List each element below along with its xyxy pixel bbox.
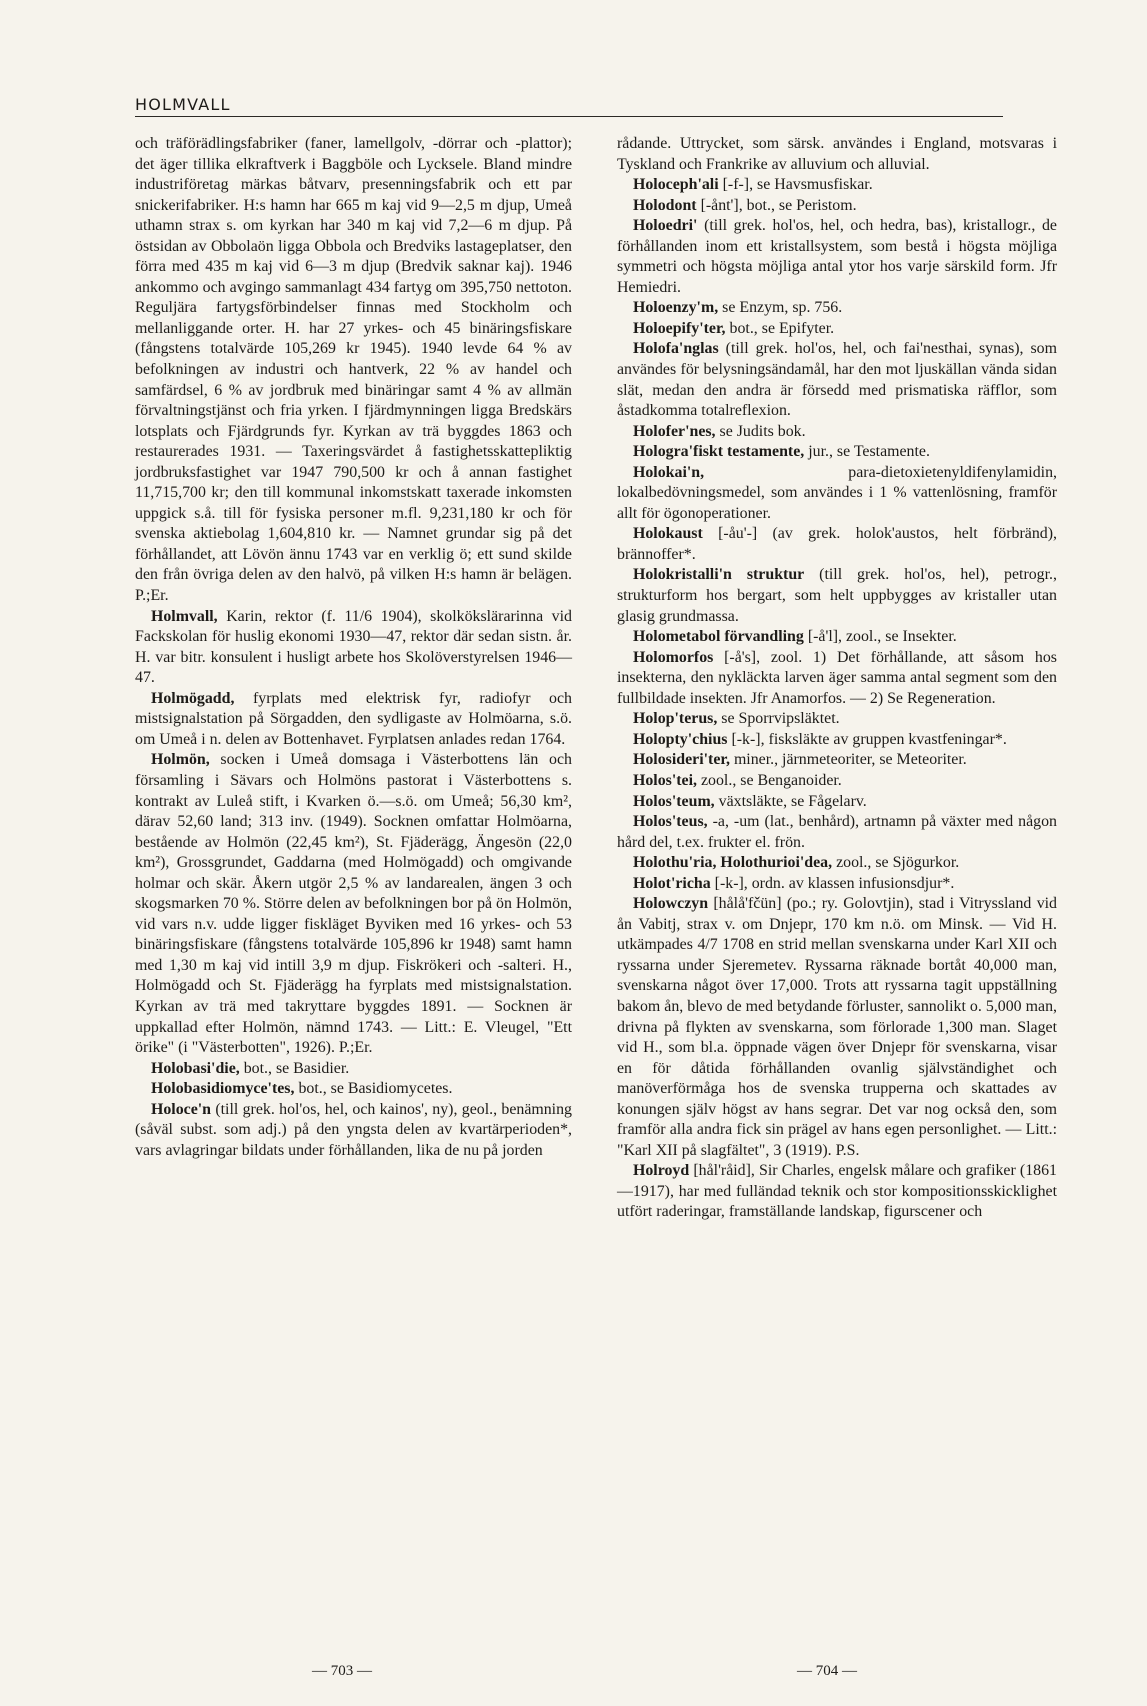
entry-headword: Holomorfos	[633, 648, 714, 666]
entry	[617, 894, 1057, 1161]
entry	[617, 216, 1057, 298]
page-number-right: — 704 —	[797, 1663, 857, 1679]
entry-headword: Holokristalli'n struktur	[633, 566, 805, 584]
left-column	[135, 134, 572, 1161]
right-column	[617, 134, 1057, 1223]
entry-text: bot., se Basidier.	[243, 1059, 350, 1077]
entry-text: [-å's], zool. 1) Det förhållande, att såsom hos insekterna, den nykläckta larven äger samma antal segment som den fullbildade insekten. Jfr Anamorfos. — 2) Se Regeneration.	[617, 648, 1057, 707]
entry	[617, 524, 1057, 565]
entry	[617, 175, 1057, 196]
entry-text: Karin, rektor (f. 11/6 1904), skolkökslärarinna vid Fackskolan för huslig ekonomi 1930—47, rektor där sedan sistn. år. H. var bitr. konsulent i husligt arbete hos Skolöverstyrelsen 1946—47.	[135, 607, 572, 687]
entry	[617, 750, 1057, 771]
entry	[617, 730, 1057, 751]
entry-text: (till grek. hol'os, hel, och fai'nesthai, synas), som användes för belysningsändamål, har den mot ljuskällan vända sidan slät, medan den andra är försedd med prismatiska räfflor, som åstadkomma totalreflexion.	[617, 340, 1057, 420]
entry	[617, 771, 1057, 792]
entry-text: zool., se Sjögurkor.	[836, 854, 960, 872]
entry	[617, 196, 1057, 217]
entry	[617, 627, 1057, 648]
entry	[617, 792, 1057, 813]
entry	[617, 1161, 1057, 1223]
entry-headword: Holofer'nes,	[633, 422, 716, 440]
entry	[617, 812, 1057, 853]
entry-headword: Holroyd	[633, 1162, 690, 1180]
entry-headword: Holoepify'ter,	[633, 319, 726, 337]
entry-text: bot., se Epifyter.	[729, 319, 835, 337]
entry	[617, 339, 1057, 421]
entry	[617, 648, 1057, 710]
entry	[617, 319, 1057, 340]
entry-headword: Holobasi'die,	[151, 1059, 240, 1077]
entry-headword: Holot'richa	[633, 874, 711, 892]
entry-headword: Holmön,	[151, 751, 210, 769]
entry-headword: Holobasidiomyce'tes,	[151, 1080, 295, 1098]
entry	[617, 565, 1057, 627]
entry-headword: Holowczyn	[633, 895, 709, 913]
entry	[135, 1059, 572, 1080]
page-header	[135, 95, 1003, 117]
entry	[617, 709, 1057, 730]
entry-headword: Holokaust	[633, 525, 703, 543]
entry	[135, 689, 572, 751]
entry-text: och träförädlingsfabriker (faner, lamellgolv, -dörrar och -plattor); det äger tillika elkraftverk i Baggböle och Lycksele. Bland mindre industriföretag märkas båtvarv, presenningsfabrik och ett par snickerifabriker. H:s hamn har 665 m kaj vid 9—2,5 m djup, Umeå uthamn strax s. om kyrkan har 340 m kaj vid 7,2—6 m djup. På östsidan av Obbolaön ligga Obbola och Bredviks lastageplatser, den förra med 435 m kaj vid 6—3 m djup (Bredvik saknar kaj). 1946 ankommo och avgingo sammanlagt 434 fartyg om 395,750 nettoton. Reguljära fartygsförbindelser finnas med Stockholm och mellanliggande orter. H. har 27 yrkes- och 45 binäringsfiskare (fångstens totalvärde 105,269 kr 1945). 1940 levde 64 % av befolkningen av industri och hantverk, 22 % av handel och samfärdsel, 6 % av jordbruk med binäringar samt 4 % av allmän förvaltningstjänst och fria yrken. I fjärdmynningen ligga Bredskärs lotsplats och Fjärdgrunds fyr. Kyrkan av trä byggdes 1863 och restaurerades 1931. — Taxeringsvärdet å fastighetsskattepliktig jordbruksfastighet var 1947 790,500 kr och å annan fastighet 11,715,700 kr; den till kommunal inkomstskatt taxerade inkomsten uppgick s.å. till för fysiska personer m.fl. 9,231,180 kr och för svenska aktiebolag 1,604,810 kr. — Namnet grundar sig på det förhållandet, att Lövön ännu 1743 var en verklig ö; ett sund skilde den från övriga delen av den halvö, på vilken H:s hamn är belägen. P.;Er.	[135, 135, 572, 605]
entry-text: [hålå'fčün] (po.; ry. Golovtjin), stad i Vitryssland vid ån Vabitj, strax v. om Dnjepr, 170 km n.ö. om Minsk. — Vid H. utkämpades 4/7 1708 en strid mellan svenskarna under Karl XII och ryssarna under Sjeremetev. Ryssarna räknade bortåt 40,000 man, svenskarna något över 17,000. Trots att ryssarna tagit uppställning bakom ån, blevo de med betydande förluster, sannolikt o. 5,000 man, drivna på flykten av svenskarna, som förlorade 1,300 man. Slaget vid H., som bl.a. öppnade vägen över Dnjepr för svenskarna, visar en för dåtida förhållanden ovanlig självständighet och manöverförmåga hos de svenska trupperna och skattades av konungen själv högst av hans segrar. Det var nog också den, som framför alla andra fick sin prägel av hans egen personlighet. — Litt.: "Karl XII på slagfältet", 3 (1919). P.S.	[617, 895, 1057, 1159]
entry-text: (till grek. hol'os, hel, och hedra, bas), kristallogr., de förhållanden inom ett kristallsystem, som bestå i högsta möjliga symmetri och högsta möjliga antal ytor hos varje särskild form. Jfr Hemiedri.	[617, 217, 1057, 296]
entry-text: [-k-], ordn. av klassen infusionsdjur*.	[714, 874, 955, 892]
entry-text: [-å'l], zool., se Insekter.	[807, 628, 957, 646]
entry	[617, 442, 1057, 463]
entry-text: fyrplats med elektrisk fyr, radiofyr och mistsignalstation på Sörgadden, den sydligaste av Holmöarna, s.ö. om Umeå i n. delen av Bottenhavet. Fyrplatsen anlades redan 1764.	[135, 689, 572, 748]
entry-text: [-åu'-] (av grek. holok'austos, helt förbränd), brännoffer*.	[617, 525, 1057, 563]
entry-headword: Holoenzy'm,	[633, 299, 719, 317]
entry	[617, 134, 1057, 175]
entry-headword: Holoce'n	[151, 1100, 212, 1118]
entry-headword: Holos'teus,	[633, 813, 708, 831]
entry-text: miner., järnmeteoriter, se Meteoriter.	[733, 751, 967, 769]
entry-headword: Holofa'nglas	[633, 340, 719, 358]
entry-headword: Holokai'n,	[633, 463, 705, 481]
entry-headword: Holmvall,	[151, 607, 218, 625]
entry-headword: Holop'terus,	[633, 710, 718, 728]
entry-text: se Sporrvipsläktet.	[721, 710, 840, 728]
entry-text: se Judits bok.	[719, 422, 806, 440]
entry	[617, 298, 1057, 319]
entry	[135, 134, 572, 607]
entry-headword: Holoceph'ali	[633, 176, 719, 194]
entry-text: [-k-], fisksläkte av gruppen kvastfeningar*.	[731, 730, 1007, 748]
entry-headword: Holos'tei,	[633, 771, 697, 789]
entry	[617, 874, 1057, 895]
entry-text: para-dietoxietenyldifenylamidin, lokalbedövningsmedel, som användes i 1 % vattenlösning, framför allt för ögonoperationer.	[617, 463, 1057, 522]
page-number-left: — 703 —	[312, 1663, 372, 1679]
entry-text: (till grek. hol'os, hel, och kainos', ny), geol., benämning (såväl subst. som adj.) på den yngsta delen av kvartärperioden*, vars avlagringar bildats under förhållanden, lika de nu på jorden	[135, 1100, 572, 1159]
entry-headword: Holosideri'ter,	[633, 751, 730, 769]
entry-headword: Holos'teum,	[633, 792, 715, 810]
entry-text: växtsläkte, se Fågelarv.	[718, 792, 867, 810]
entry-headword: Holometabol förvandling	[633, 628, 804, 646]
entry	[617, 422, 1057, 443]
entry-headword: Holoedri'	[633, 217, 698, 235]
entry-headword: Holopty'chius	[633, 730, 728, 748]
running-head: HOLMVALL	[135, 95, 231, 114]
entry-text: rådande. Uttrycket, som särsk. användes i England, motsvaras i Tyskland och Frankrike av alluvium och alluvial.	[617, 135, 1057, 173]
entry-text: zool., se Benganoider.	[700, 771, 842, 789]
entry-headword: Holodont	[633, 196, 697, 214]
entry-text: [hål'råid], Sir Charles, engelsk målare och grafiker (1861—1917), har med fulländad teknik och stor kompositionsskicklighet utfört raderingar, framställande landskap, figurscener och	[617, 1162, 1057, 1221]
entry-text: se Enzym, sp. 756.	[722, 299, 843, 317]
entry-text: (till grek. hol'os, hel), petrogr., strukturform hos bergart, som helt uppbygges av kristaller utan glasig grundmassa.	[617, 566, 1057, 625]
entry	[135, 1079, 572, 1100]
entry	[135, 750, 572, 1058]
entry-text: socken i Umeå domsaga i Västerbottens län och församling i Sävars och Holmöns pastorat i Västerbottens s. kontrakt av Luleå stift, i Kvarken ö.—s.ö. om Umeå; 56,30 km², därav 52,60 land; 313 inv. (1949). Socknen omfattar Holmöarna, bestående av Holmön (22,45 km²), St. Fjäderägg, Ängesön (22,0 km²), Grossgrundet, Gaddarna (med Holmögadd) och omgivande holmar och skär. Åkern utgör 2,5 % av landarealen, ängen 3 och skogsmarken 70 %. Större delen av befolkningen bor på ön Holmön, vid vars n.v. udde ligger fiskläget Byviken med 16 yrkes- och 53 binäringsfiskare (fångstens totalvärde 105,896 kr 1948) samt hamn med 1,30 m kaj vid intill 3,9 m djup. Fiskrökeri och -salteri. H., Holmögadd och St. Fjäderägg ha fyrplats med mistsignalstation. Kyrkan av trä med takryttare byggdes 1891. — Socknen är uppkallad efter Holmön, nämnd 1743. — Litt.: E. Vleugel, "Ett örike" (i "Västerbotten", 1926). P.;Er.	[135, 751, 572, 1057]
entry-text: [-f-], se Havsmusfiskar.	[722, 176, 873, 194]
entry-headword: Holothu'ria, Holothurioi'dea,	[633, 854, 833, 872]
entry-text: jur., se Testamente.	[808, 443, 930, 461]
entry-headword: Holmögadd,	[151, 689, 235, 707]
entry	[135, 607, 572, 689]
entry	[617, 853, 1057, 874]
entry-headword: Hologra'fiskt testamente,	[633, 443, 805, 461]
entry-text: [-ånt'], bot., se Peristom.	[700, 196, 857, 214]
entry	[617, 463, 1057, 525]
entry-text: -a, -um (lat., benhård), artnamn på växter med någon hård del, t.ex. frukter el. frön.	[617, 813, 1057, 851]
entry-text: bot., se Basidiomycetes.	[298, 1080, 453, 1098]
entry	[135, 1100, 572, 1162]
